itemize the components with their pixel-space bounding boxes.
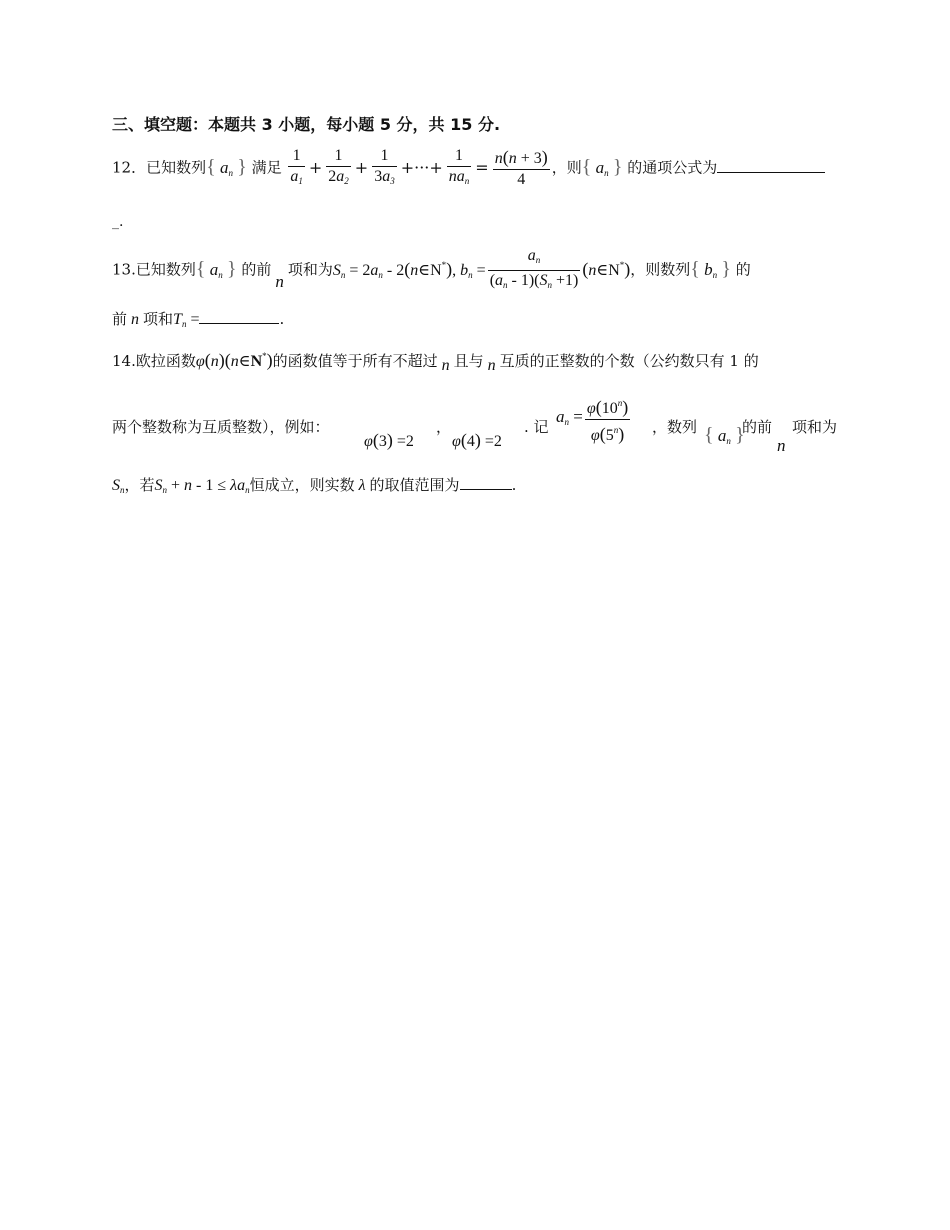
q14-if: ，若 (124, 476, 155, 494)
q13-then-seq: ，则数列 (630, 260, 691, 279)
q14-and: 且与 (453, 352, 484, 370)
question-13-line-2: 前 n 项和$T_n$ = . (112, 310, 285, 329)
question-14-line-3: $S_n$，若$S_n + n - 1 \le \lambda a_n$恒成立，则实数 λ 的取值范围为 . (112, 476, 517, 495)
q14-front: 的前 (742, 418, 773, 436)
q14-seq: ，数列 (652, 418, 698, 436)
q13-answer-blank[interactable] (199, 309, 279, 324)
q12-tail: _. (112, 214, 124, 230)
q13-line2-sum: 项和 (143, 310, 174, 328)
q14-dot-note: . 记 (524, 418, 549, 436)
q14-answer-blank[interactable] (460, 475, 512, 490)
q12-number: 12．已知数列 (112, 158, 207, 177)
section-heading: 三、填空题：本题共 3 小题，每小题 5 分，共 15 分. (112, 115, 501, 134)
q13-line2-front: 前 (112, 310, 128, 328)
q14-desc: 的函数值等于所有不超过 (272, 352, 438, 370)
q14-end: . (511, 476, 517, 494)
q13-number: 13.已知数列 (112, 260, 196, 279)
q12-answer-blank[interactable] (717, 158, 825, 173)
q13-frac-bn: $\frac{a_n}{(a_n - 1)(S_n +1)}$ (489, 247, 579, 290)
question-12: 12．已知数列{ $a_n$ } 满足 $\frac{1}{a_1}$ + $\frac{1}{2a_2}$ + $\frac{1}{3a_3}$ +···+ $\frac{1}{na_n}$ = $\frac{n(n + 3)}{4}$ ，则{ $a_n$ } 的通项公式为 (112, 146, 825, 191)
q13-front: 的前 (241, 260, 272, 279)
q14-range: 的取值范围为 (369, 476, 460, 494)
q14-holds: 恒成立，则实数 (249, 476, 355, 494)
q14-an-definition: $a_n$ = $\frac{\varphi(10^n)}{\varphi(5^n)}$ (556, 397, 629, 444)
q14-number: 14.欧拉函数 (112, 352, 196, 370)
q14-desc2: 互质的正整数的个数（公约数只有 1 的 (499, 352, 759, 370)
q14-example-2: φ(4) =2 (452, 430, 502, 450)
q14-set-an: { $a_n$ } (704, 424, 745, 446)
q13-end: . (279, 310, 285, 328)
q14-example-1: φ(3) =2 (364, 430, 414, 450)
q13-sum-of: 项和为 (287, 260, 333, 279)
question-13: 13.已知数列{ $a_n$ } 的前n项和为$S_n = 2a_n$ - 2(n∈N*), $b_n$ = $\frac{a_n}{(a_n - 1)(S_n +1)}$ (n∈N*)，则数列{ $b_n$ } 的 (112, 246, 751, 295)
q12-frac-rhs: $\frac{n(n + 3)}{4}$ (494, 147, 548, 188)
question-14: 14.欧拉函数φ(n)(n∈N*)的函数值等于所有不超过 n 且与 n 互质的正整数的个数（公约数只有 1 的 (112, 350, 759, 374)
q12-then: ，则 (551, 158, 582, 177)
q13-of: 的 (735, 260, 751, 279)
q14-line2: 两个整数称为互质整数），例如： (112, 418, 330, 436)
q12-satisfies: 满足 (251, 158, 282, 177)
q12-ask: 的通项公式为 (627, 158, 718, 177)
q14-comma: ， (436, 418, 452, 436)
q12-frac-1: $\frac{1}{a_1}$ (290, 147, 303, 186)
q14-sum-of: 项和为 (792, 418, 838, 436)
q14-n-symbol: n (777, 436, 786, 455)
